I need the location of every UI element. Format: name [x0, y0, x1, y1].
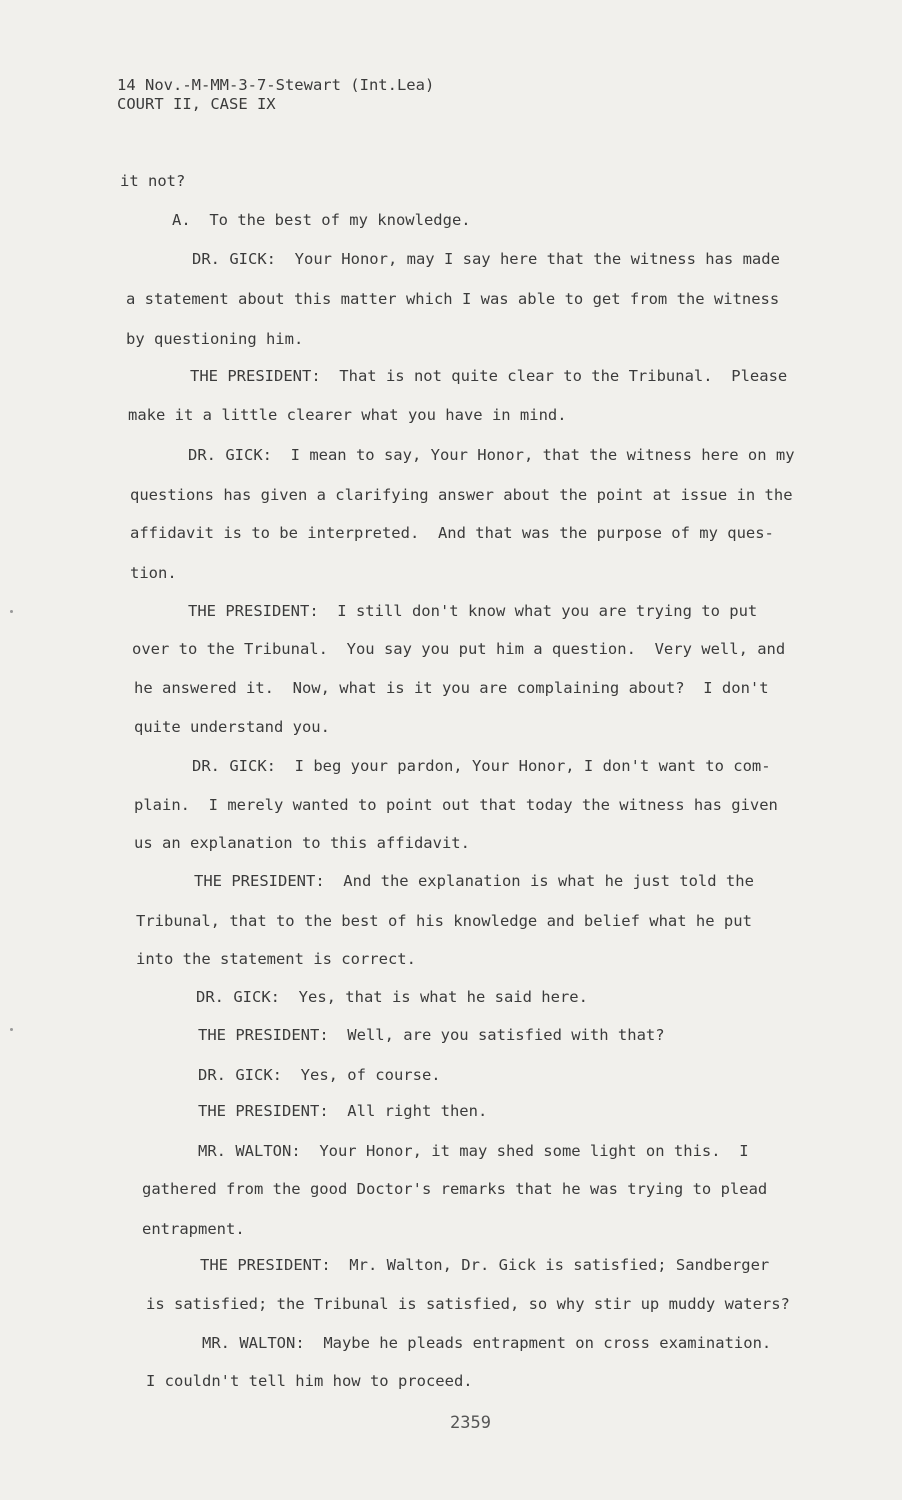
header-line-1: 14 Nov.-M-MM-3-7-Stewart (Int.Lea)	[117, 76, 435, 94]
transcript-line: A. To the best of my knowledge.	[172, 211, 471, 229]
transcript-line: DR. GICK: I mean to say, Your Honor, that the witness here on my	[188, 446, 795, 464]
transcript-line: make it a little clearer what you have in mind.	[128, 406, 567, 424]
transcript-line: entrapment.	[142, 1220, 245, 1238]
transcript-line: DR. GICK: Your Honor, may I say here that the witness has made	[192, 250, 780, 268]
transcript-line: DR. GICK: I beg your pardon, Your Honor, I don't want to com-	[192, 757, 771, 775]
transcript-line: THE PRESIDENT: Mr. Walton, Dr. Gick is satisfied; Sandberger	[200, 1256, 770, 1274]
transcript-line: DR. GICK: Yes, of course.	[198, 1066, 441, 1084]
transcript-line: tion.	[130, 564, 177, 582]
page-number: 2359	[450, 1413, 491, 1433]
transcript-line: a statement about this matter which I was able to get from the witness	[126, 290, 780, 308]
transcript-line: I couldn't tell him how to proceed.	[146, 1372, 473, 1390]
transcript-line: it not?	[120, 172, 186, 190]
transcript-line: is satisfied; the Tribunal is satisfied, so why stir up muddy waters?	[146, 1295, 790, 1313]
transcript-line: by questioning him.	[126, 330, 304, 348]
transcript-line: THE PRESIDENT: All right then.	[198, 1102, 488, 1120]
transcript-line: he answered it. Now, what is it you are complaining about? I don't	[134, 679, 769, 697]
transcript-line: DR. GICK: Yes, that is what he said here.	[196, 988, 588, 1006]
transcript-line: into the statement is correct.	[136, 950, 416, 968]
header-line-2: COURT II, CASE IX	[117, 95, 276, 113]
transcript-line: THE PRESIDENT: Well, are you satisfied with that?	[198, 1026, 665, 1044]
transcript-line: Tribunal, that to the best of his knowledge and belief what he put	[136, 912, 752, 930]
transcript-line: gathered from the good Doctor's remarks that he was trying to plead	[142, 1180, 768, 1198]
document-header	[117, 76, 434, 114]
transcript-line: THE PRESIDENT: And the explanation is what he just told the	[194, 872, 754, 890]
binding-hole-mark	[10, 610, 13, 613]
transcript-line: MR. WALTON: Your Honor, it may shed some light on this. I	[198, 1142, 749, 1160]
binding-hole-mark	[10, 1028, 13, 1031]
transcript-line: plain. I merely wanted to point out that today the witness has given	[134, 796, 778, 814]
transcript-line: THE PRESIDENT: That is not quite clear to the Tribunal. Please	[190, 367, 788, 385]
transcript-line: quite understand you.	[134, 718, 330, 736]
transcript-line: questions has given a clarifying answer about the point at issue in the	[130, 486, 793, 504]
transcript-line: us an explanation to this affidavit.	[134, 834, 470, 852]
transcript-line: affidavit is to be interpreted. And that was the purpose of my ques-	[130, 524, 774, 542]
transcript-line: MR. WALTON: Maybe he pleads entrapment on cross examination.	[202, 1334, 772, 1352]
transcript-line: THE PRESIDENT: I still don't know what you are trying to put	[188, 602, 758, 620]
transcript-line: over to the Tribunal. You say you put him a question. Very well, and	[132, 640, 786, 658]
